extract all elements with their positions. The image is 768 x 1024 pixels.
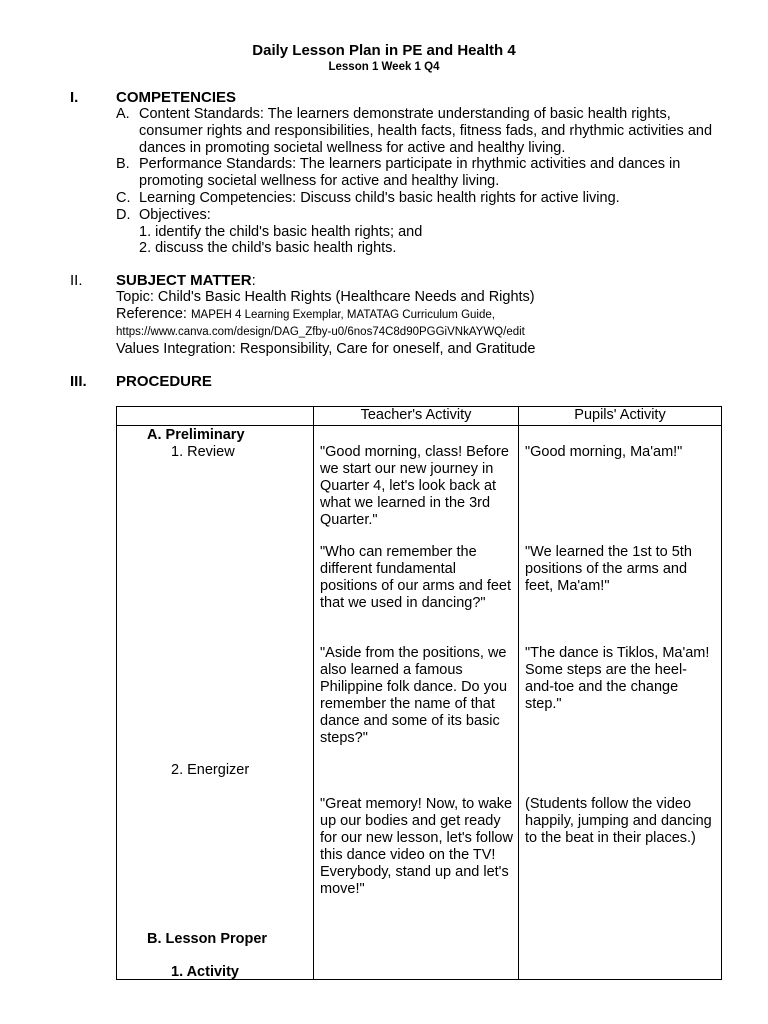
- table-header-pupils: Pupils' Activity: [519, 407, 722, 426]
- teacher-activity-cell: [314, 426, 519, 980]
- step-preliminary: A. Preliminary: [147, 427, 245, 443]
- topic-line: Topic: Child's Basic Health Rights (Healthcare Needs and Rights): [116, 289, 535, 305]
- step-lesson-proper: B. Lesson Proper: [147, 931, 268, 947]
- competency-text: Objectives:: [139, 206, 211, 223]
- pupil-line: (Students follow the video happily, jumping and dancing to the beat in their places.): [525, 796, 712, 846]
- section-heading-procedure: PROCEDURE: [116, 373, 212, 390]
- competencies-list: [116, 106, 726, 257]
- teacher-line: "Good morning, class! Before we start our new journey in Quarter 4, let's look back at what we learned in the 3rd Quarter.": [320, 444, 509, 528]
- table-header-row: [117, 407, 722, 426]
- procedure-table: [116, 406, 722, 980]
- competency-letter: C.: [116, 189, 131, 206]
- reference-url: https://www.canva.com/design/DAG_Zfby-u0/6nos74C8d90PGGiVNkAYWQ/edit: [116, 326, 525, 338]
- step-review: 1. Review: [171, 444, 235, 460]
- competency-item-a: [116, 106, 726, 156]
- competency-text: Performance Standards: The learners participate in rhythmic activities and dances in promoting societal wellness for active and healthy living.: [139, 156, 681, 190]
- competency-item-c: [116, 190, 726, 207]
- objective-item: 1. identify the child's basic health rights; and: [139, 223, 423, 240]
- table-header-blank: [117, 407, 314, 426]
- step-energizer: 2. Energizer: [171, 762, 250, 778]
- teacher-line: "Aside from the positions, we also learned a famous Philippine folk dance. Do you remember the name of that dance and some of its basic steps?": [320, 645, 508, 746]
- pupil-line: "The dance is Tiklos, Ma'am! Some steps are the heel-and-toe and the change step.": [525, 645, 710, 712]
- competency-letter: B.: [116, 156, 130, 173]
- pupil-line: "We learned the 1st to 5th positions of the arms and feet, Ma'am!": [525, 544, 692, 594]
- section-number-procedure: III.: [70, 373, 87, 390]
- table-header-teacher: Teacher's Activity: [314, 407, 519, 426]
- table-row: [117, 426, 722, 980]
- document-subtitle: Lesson 1 Week 1 Q4: [328, 61, 440, 73]
- competency-item-b: [116, 156, 726, 190]
- pupils-activity-cell: [519, 426, 722, 980]
- competency-text: Content Standards: The learners demonstrate understanding of basic health rights, consumer rights and responsibilities, health facts, fitness fads, and rhythmic activities and dances in promoting societal wellness for active and healthy living.: [139, 106, 713, 156]
- section-heading-competencies: COMPETENCIES: [116, 89, 237, 106]
- procedure-steps-cell: [117, 426, 314, 980]
- subject-matter-heading-text: SUBJECT MATTER: [116, 272, 252, 289]
- reference-line: [116, 306, 736, 324]
- objective-item: 2. discuss the child's basic health rights.: [139, 240, 397, 257]
- reference-label: Reference:: [116, 306, 191, 322]
- competency-letter: D.: [116, 206, 131, 223]
- teacher-line: "Great memory! Now, to wake up our bodies and get ready for our new lesson, let's follow this dance video on the TV! Everybody, stand up and let's move!": [320, 796, 513, 897]
- competency-item-d: [116, 207, 726, 224]
- step-activity: 1. Activity: [171, 964, 239, 980]
- document-title: Daily Lesson Plan in PE and Health 4: [252, 42, 516, 59]
- competency-text: Learning Competencies: Discuss child's basic health rights for active living.: [139, 189, 620, 206]
- section-number-subject-matter: II.: [70, 272, 83, 289]
- teacher-line: "Who can remember the different fundamental positions of our arms and feet that we used in dancing?": [320, 544, 512, 611]
- pupil-line: "Good morning, Ma'am!": [525, 444, 683, 460]
- section-number-competencies: I.: [70, 89, 79, 106]
- reference-text: MAPEH 4 Learning Exemplar, MATATAG Curriculum Guide,: [190, 309, 495, 321]
- competency-letter: A.: [116, 106, 130, 122]
- subject-matter-body: [116, 289, 736, 358]
- values-integration-line: Values Integration: Responsibility, Care for oneself, and Gratitude: [116, 341, 536, 357]
- subject-matter-colon: :: [251, 272, 256, 289]
- section-heading-subject-matter: [116, 272, 256, 289]
